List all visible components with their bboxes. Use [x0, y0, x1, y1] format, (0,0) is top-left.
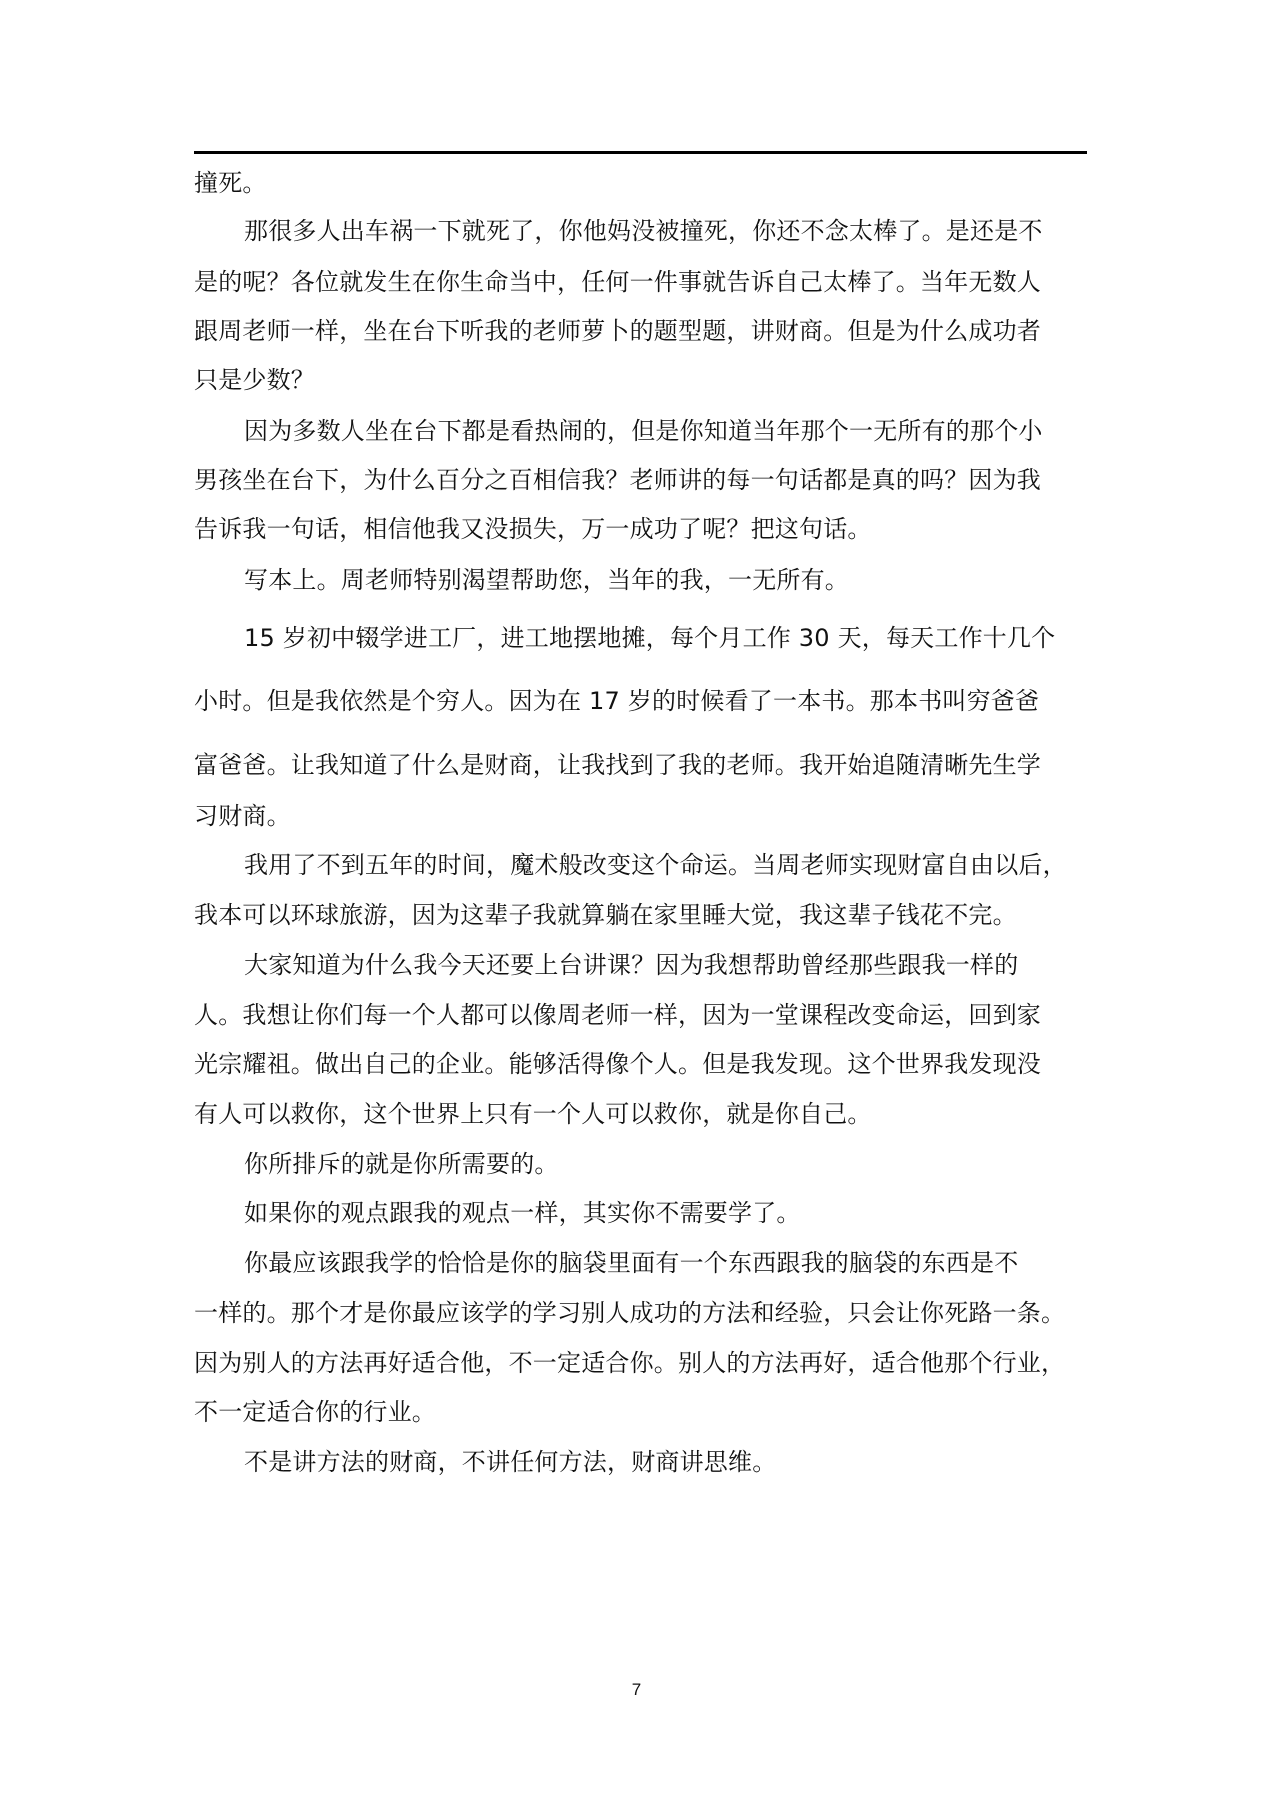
text-line: 撞死。 — [194, 169, 267, 197]
text-line: 人。我想让你们每一个人都可以像周老师一样，因为一堂课程改变命运，回到家 — [194, 1001, 1041, 1029]
text-line: 男孩坐在台下，为什么百分之百相信我？老师讲的每一句话都是真的吗？因为我 — [194, 466, 1041, 494]
text-line: 因为别人的方法再好适合他，不一定适合你。别人的方法再好，适合他那个行业， — [194, 1349, 1066, 1377]
text-line: 不一定适合你的行业。 — [194, 1398, 436, 1426]
text-line: 小时。但是我依然是个穷人。因为在 17 岁的时候看了一本书。那本书叫穷爸爸 — [194, 687, 1040, 715]
text-line: 是的呢？各位就发生在你生命当中，任何一件事就告诉自己太棒了。当年无数人 — [194, 268, 1041, 296]
paragraph-first-line: 你最应该跟我学的恰恰是你的脑袋里面有一个东西跟我的脑袋的东西是不 — [244, 1249, 1019, 1277]
text-line: 光宗耀祖。做出自己的企业。能够活得像个人。但是我发现。这个世界我发现没 — [194, 1050, 1041, 1078]
page-number: 7 — [631, 1680, 642, 1699]
paragraph-first-line: 那很多人出车祸一下就死了，你他妈没被撞死，你还不念太棒了。是还是不 — [244, 217, 1043, 245]
paragraph-first-line: 15 岁初中辍学进工厂，进工地摆地摊，每个月工作 30 天，每天工作十几个 — [244, 624, 1056, 652]
header-rule — [194, 151, 1087, 154]
paragraph-first-line: 因为多数人坐在台下都是看热闹的，但是你知道当年那个一无所有的那个小 — [244, 417, 1043, 445]
paragraph-first-line: 大家知道为什么我今天还要上台讲课？因为我想帮助曾经那些跟我一样的 — [244, 951, 1019, 979]
paragraph-first-line: 如果你的观点跟我的观点一样，其实你不需要学了。 — [244, 1199, 801, 1227]
paragraph-first-line: 写本上。周老师特别渴望帮助您，当年的我，一无所有。 — [244, 566, 849, 594]
text-line: 一样的。那个才是你最应该学的学习别人成功的方法和经验，只会让你死路一条。 — [194, 1299, 1066, 1327]
text-line: 我本可以环球旅游，因为这辈子我就算躺在家里睡大觉，我这辈子钱花不完。 — [194, 901, 1017, 929]
text-line: 告诉我一句话，相信他我又没损失，万一成功了呢？把这句话。 — [194, 515, 872, 543]
paragraph-first-line: 我用了不到五年的时间，魔术般改变这个命运。当周老师实现财富自由以后， — [244, 851, 1067, 879]
text-line: 只是少数？ — [194, 366, 315, 394]
text-line: 有人可以救你，这个世界上只有一个人可以救你，就是你自己。 — [194, 1100, 872, 1128]
text-line: 富爸爸。让我知道了什么是财商，让我找到了我的老师。我开始追随清晰先生学 — [194, 751, 1041, 779]
text-line: 习财商。 — [194, 802, 291, 830]
text-line: 跟周老师一样，坐在台下听我的老师萝卜的题型题，讲财商。但是为什么成功者 — [194, 317, 1041, 345]
paragraph-first-line: 不是讲方法的财商，不讲任何方法，财商讲思维。 — [244, 1448, 777, 1476]
paragraph-first-line: 你所排斥的就是你所需要的。 — [244, 1150, 559, 1178]
